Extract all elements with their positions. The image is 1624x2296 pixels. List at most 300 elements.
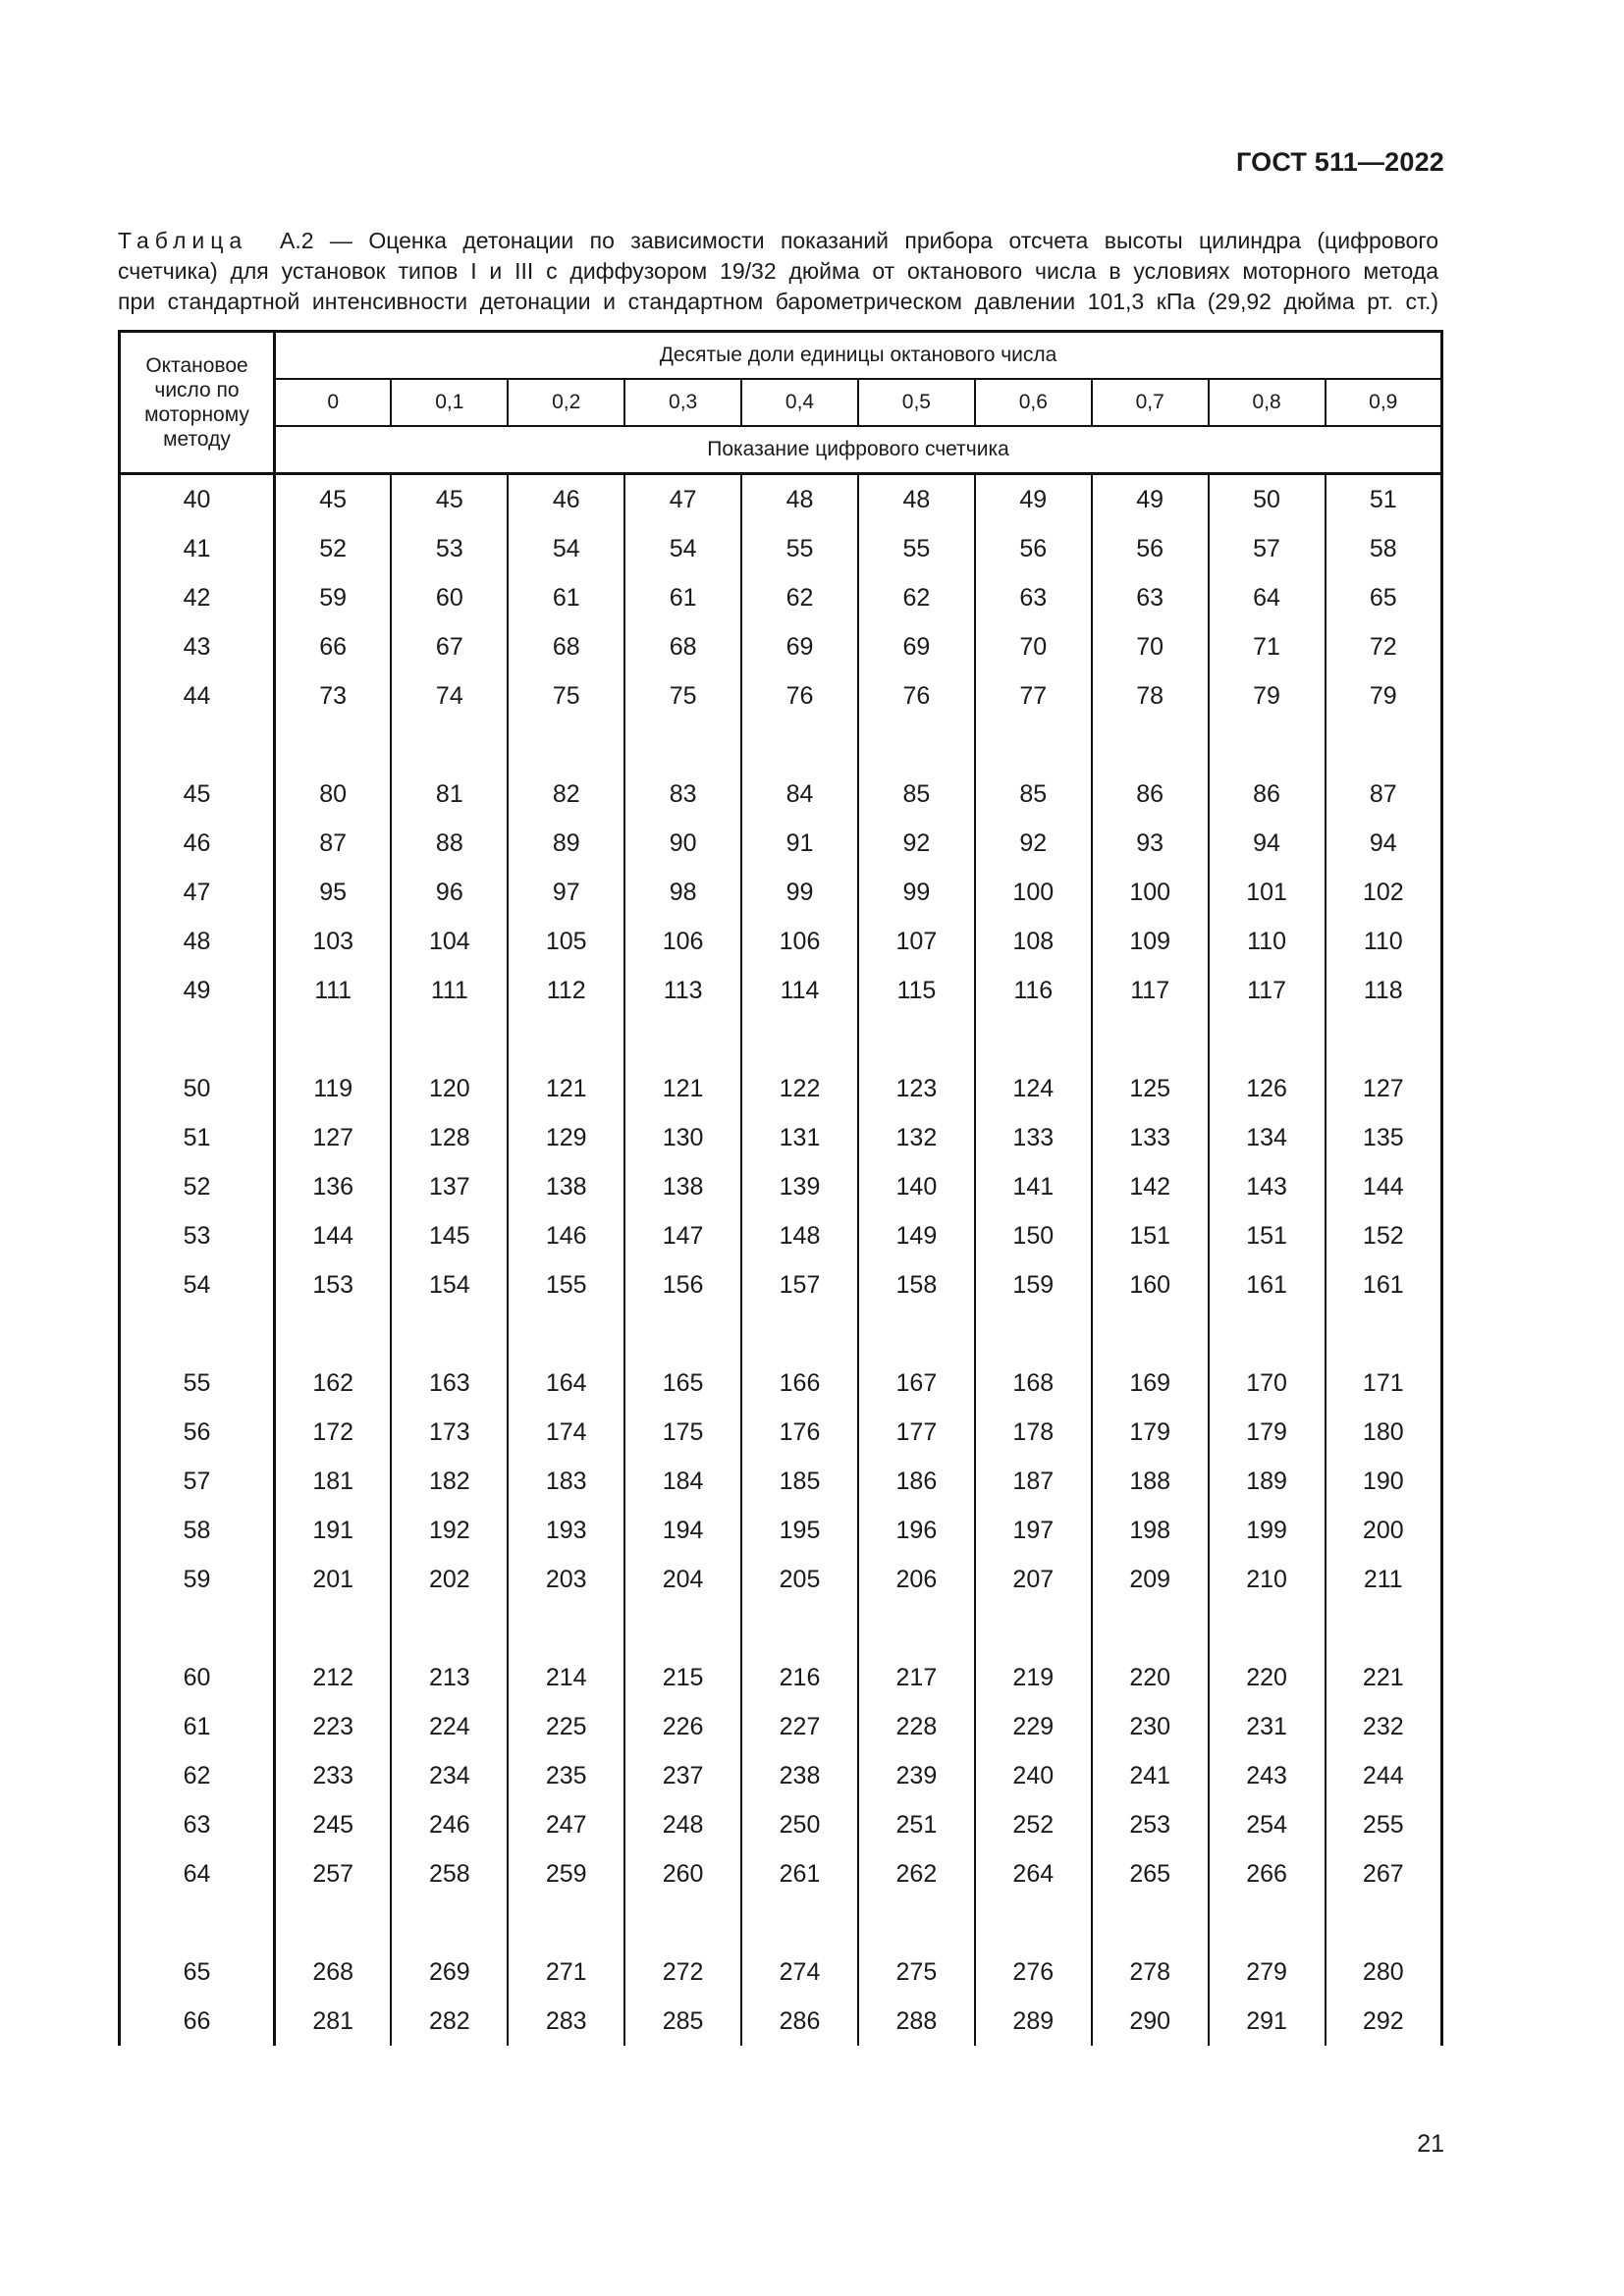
table-row: [120, 1211, 1442, 1260]
counter-reading-cell: 48: [741, 474, 858, 525]
counter-reading-cell: 276: [975, 1948, 1092, 1997]
counter-reading-cell: 77: [975, 671, 1092, 721]
counter-reading-cell: 127: [275, 1113, 392, 1162]
caption-text: А.2 — Оценка детонации по зависимости показаний прибора отсчета высоты цилиндра (цифрового: [280, 228, 1439, 253]
table-row: [120, 917, 1442, 966]
spacer-cell: [975, 721, 1092, 770]
counter-reading-cell: 85: [858, 770, 975, 819]
table-row: [120, 1260, 1442, 1309]
counter-reading-cell: 198: [1092, 1506, 1209, 1555]
spacer-cell: [1092, 721, 1209, 770]
tenths-header-row: [120, 379, 1442, 426]
counter-reading-cell: 117: [1092, 966, 1209, 1015]
counter-reading-cell: 55: [741, 524, 858, 573]
counter-reading-cell: 288: [858, 1997, 975, 2046]
counter-reading-cell: 210: [1209, 1555, 1326, 1604]
octane-cell: 55: [120, 1359, 275, 1408]
counter-reading-cell: 238: [741, 1751, 858, 1800]
counter-reading-cell: 52: [275, 524, 392, 573]
table-body: [120, 474, 1442, 2047]
counter-reading-cell: 254: [1209, 1800, 1326, 1849]
counter-reading-cell: 171: [1326, 1359, 1442, 1408]
sub-header: Показание цифрового счетчика: [275, 426, 1442, 474]
counter-reading-cell: 118: [1326, 966, 1442, 1015]
counter-reading-cell: 132: [858, 1113, 975, 1162]
tenth-header-cell: 0,6: [975, 379, 1092, 426]
counter-reading-cell: 104: [391, 917, 508, 966]
counter-reading-cell: 149: [858, 1211, 975, 1260]
counter-reading-cell: 107: [858, 917, 975, 966]
counter-reading-cell: 189: [1209, 1457, 1326, 1506]
counter-reading-cell: 60: [391, 573, 508, 622]
spacer-cell: [975, 1015, 1092, 1064]
counter-reading-cell: 163: [391, 1359, 508, 1408]
octane-cell: 50: [120, 1064, 275, 1113]
counter-reading-cell: 66: [275, 622, 392, 671]
counter-reading-cell: 179: [1092, 1408, 1209, 1457]
counter-reading-cell: 250: [741, 1800, 858, 1849]
counter-reading-cell: 72: [1326, 622, 1442, 671]
counter-reading-cell: 120: [391, 1064, 508, 1113]
spacer-cell: [741, 1898, 858, 1948]
octane-readings-table: [118, 330, 1443, 2046]
counter-reading-cell: 148: [741, 1211, 858, 1260]
counter-reading-cell: 166: [741, 1359, 858, 1408]
spacer-cell: [858, 1604, 975, 1653]
counter-reading-cell: 49: [975, 474, 1092, 525]
counter-reading-cell: 257: [275, 1849, 392, 1898]
octane-cell: 51: [120, 1113, 275, 1162]
table-row: [120, 524, 1442, 573]
counter-reading-cell: 73: [275, 671, 392, 721]
tenth-header-cell: 0,3: [624, 379, 741, 426]
counter-reading-cell: 111: [391, 966, 508, 1015]
tenth-header-cell: 0,4: [741, 379, 858, 426]
counter-reading-cell: 110: [1209, 917, 1326, 966]
counter-reading-cell: 111: [275, 966, 392, 1015]
counter-reading-cell: 251: [858, 1800, 975, 1849]
counter-reading-cell: 127: [1326, 1064, 1442, 1113]
counter-reading-cell: 221: [1326, 1653, 1442, 1702]
table-row: [120, 1113, 1442, 1162]
table-row: [120, 1751, 1442, 1800]
counter-reading-cell: 79: [1209, 671, 1326, 721]
counter-reading-cell: 92: [858, 819, 975, 868]
counter-reading-cell: 140: [858, 1162, 975, 1211]
spacer-row: [120, 1309, 1442, 1359]
counter-reading-cell: 146: [508, 1211, 624, 1260]
spacer-cell: [391, 1309, 508, 1359]
counter-reading-cell: 164: [508, 1359, 624, 1408]
counter-reading-cell: 178: [975, 1408, 1092, 1457]
counter-reading-cell: 216: [741, 1653, 858, 1702]
tenth-header-cell: 0,5: [858, 379, 975, 426]
counter-reading-cell: 186: [858, 1457, 975, 1506]
octane-cell: 42: [120, 573, 275, 622]
spacer-cell: [1326, 1015, 1442, 1064]
counter-reading-cell: 143: [1209, 1162, 1326, 1211]
counter-reading-cell: 177: [858, 1408, 975, 1457]
counter-reading-cell: 283: [508, 1997, 624, 2046]
counter-reading-cell: 133: [975, 1113, 1092, 1162]
counter-reading-cell: 233: [275, 1751, 392, 1800]
counter-reading-cell: 152: [1326, 1211, 1442, 1260]
counter-reading-cell: 63: [975, 573, 1092, 622]
spacer-cell: [741, 721, 858, 770]
counter-reading-cell: 205: [741, 1555, 858, 1604]
counter-reading-cell: 223: [275, 1702, 392, 1751]
spacer-cell: [1092, 1898, 1209, 1948]
table-row: [120, 770, 1442, 819]
spacer-cell: [975, 1898, 1092, 1948]
counter-reading-cell: 226: [624, 1702, 741, 1751]
counter-reading-cell: 78: [1092, 671, 1209, 721]
table-row: [120, 1849, 1442, 1898]
spacer-cell: [391, 1015, 508, 1064]
table-row: [120, 1162, 1442, 1211]
counter-reading-cell: 83: [624, 770, 741, 819]
counter-reading-cell: 137: [391, 1162, 508, 1211]
counter-reading-cell: 123: [858, 1064, 975, 1113]
counter-reading-cell: 173: [391, 1408, 508, 1457]
counter-reading-cell: 219: [975, 1653, 1092, 1702]
counter-reading-cell: 174: [508, 1408, 624, 1457]
counter-reading-cell: 241: [1092, 1751, 1209, 1800]
counter-reading-cell: 71: [1209, 622, 1326, 671]
counter-reading-cell: 209: [1092, 1555, 1209, 1604]
counter-reading-cell: 89: [508, 819, 624, 868]
counter-reading-cell: 265: [1092, 1849, 1209, 1898]
spacer-cell: [858, 1015, 975, 1064]
spacer-cell: [975, 1309, 1092, 1359]
octane-cell: 48: [120, 917, 275, 966]
counter-reading-cell: 70: [1092, 622, 1209, 671]
counter-reading-cell: 176: [741, 1408, 858, 1457]
counter-reading-cell: 225: [508, 1702, 624, 1751]
counter-reading-cell: 262: [858, 1849, 975, 1898]
counter-reading-cell: 103: [275, 917, 392, 966]
counter-reading-cell: 246: [391, 1800, 508, 1849]
counter-reading-cell: 193: [508, 1506, 624, 1555]
counter-reading-cell: 99: [741, 868, 858, 917]
octane-cell: 63: [120, 1800, 275, 1849]
spacer-cell: [1209, 1604, 1326, 1653]
counter-reading-cell: 131: [741, 1113, 858, 1162]
counter-reading-cell: 56: [1092, 524, 1209, 573]
counter-reading-cell: 75: [508, 671, 624, 721]
spacer-cell: [624, 721, 741, 770]
counter-reading-cell: 69: [858, 622, 975, 671]
spacer-row: [120, 1015, 1442, 1064]
counter-reading-cell: 125: [1092, 1064, 1209, 1113]
counter-reading-cell: 220: [1092, 1653, 1209, 1702]
counter-reading-cell: 202: [391, 1555, 508, 1604]
counter-reading-cell: 98: [624, 868, 741, 917]
table-row: [120, 573, 1442, 622]
counter-reading-cell: 267: [1326, 1849, 1442, 1898]
counter-reading-cell: 133: [1092, 1113, 1209, 1162]
counter-reading-cell: 183: [508, 1457, 624, 1506]
corner-header: Октановое число по моторному методу: [120, 332, 275, 474]
counter-reading-cell: 157: [741, 1260, 858, 1309]
spacer-row: [120, 1898, 1442, 1948]
counter-reading-cell: 190: [1326, 1457, 1442, 1506]
counter-reading-cell: 100: [1092, 868, 1209, 917]
table-row: [120, 868, 1442, 917]
counter-reading-cell: 214: [508, 1653, 624, 1702]
counter-reading-cell: 121: [624, 1064, 741, 1113]
table-row: [120, 1064, 1442, 1113]
counter-reading-cell: 87: [1326, 770, 1442, 819]
counter-reading-cell: 181: [275, 1457, 392, 1506]
counter-reading-cell: 108: [975, 917, 1092, 966]
octane-cell: 45: [120, 770, 275, 819]
tenth-header-cell: 0,8: [1209, 379, 1326, 426]
octane-cell: 49: [120, 966, 275, 1015]
octane-cell: 59: [120, 1555, 275, 1604]
counter-reading-cell: 243: [1209, 1751, 1326, 1800]
spacer-cell: [858, 1898, 975, 1948]
counter-reading-cell: 144: [1326, 1162, 1442, 1211]
counter-reading-cell: 169: [1092, 1359, 1209, 1408]
counter-reading-cell: 255: [1326, 1800, 1442, 1849]
counter-reading-cell: 172: [275, 1408, 392, 1457]
counter-reading-cell: 130: [624, 1113, 741, 1162]
spacer-cell: [1326, 1898, 1442, 1948]
counter-reading-cell: 196: [858, 1506, 975, 1555]
spacer-cell: [120, 1309, 275, 1359]
counter-reading-cell: 203: [508, 1555, 624, 1604]
counter-reading-cell: 59: [275, 573, 392, 622]
counter-reading-cell: 93: [1092, 819, 1209, 868]
tenth-header-cell: 0,2: [508, 379, 624, 426]
tenth-header-cell: 0: [275, 379, 392, 426]
counter-reading-cell: 63: [1092, 573, 1209, 622]
counter-reading-cell: 51: [1326, 474, 1442, 525]
counter-reading-cell: 92: [975, 819, 1092, 868]
counter-reading-cell: 54: [624, 524, 741, 573]
counter-reading-cell: 272: [624, 1948, 741, 1997]
counter-reading-cell: 188: [1092, 1457, 1209, 1506]
counter-reading-cell: 191: [275, 1506, 392, 1555]
counter-reading-cell: 248: [624, 1800, 741, 1849]
counter-reading-cell: 128: [391, 1113, 508, 1162]
spacer-row: [120, 1604, 1442, 1653]
table-row: [120, 1457, 1442, 1506]
counter-reading-cell: 53: [391, 524, 508, 573]
counter-reading-cell: 269: [391, 1948, 508, 1997]
counter-reading-cell: 119: [275, 1064, 392, 1113]
spacer-cell: [858, 1309, 975, 1359]
counter-reading-cell: 62: [858, 573, 975, 622]
spacer-cell: [508, 1309, 624, 1359]
counter-reading-cell: 150: [975, 1211, 1092, 1260]
counter-reading-cell: 165: [624, 1359, 741, 1408]
octane-cell: 57: [120, 1457, 275, 1506]
counter-reading-cell: 144: [275, 1211, 392, 1260]
counter-reading-cell: 280: [1326, 1948, 1442, 1997]
counter-reading-cell: 105: [508, 917, 624, 966]
counter-reading-cell: 199: [1209, 1506, 1326, 1555]
counter-reading-cell: 244: [1326, 1751, 1442, 1800]
counter-reading-cell: 79: [1326, 671, 1442, 721]
spacer-cell: [120, 721, 275, 770]
spacer-cell: [120, 1898, 275, 1948]
table-row: [120, 1948, 1442, 1997]
counter-reading-cell: 154: [391, 1260, 508, 1309]
counter-reading-cell: 84: [741, 770, 858, 819]
counter-reading-cell: 245: [275, 1800, 392, 1849]
counter-reading-cell: 91: [741, 819, 858, 868]
counter-reading-cell: 153: [275, 1260, 392, 1309]
counter-reading-cell: 268: [275, 1948, 392, 1997]
counter-reading-cell: 182: [391, 1457, 508, 1506]
counter-reading-cell: 220: [1209, 1653, 1326, 1702]
spacer-cell: [508, 721, 624, 770]
spacer-cell: [1209, 1898, 1326, 1948]
spacer-cell: [1209, 721, 1326, 770]
octane-cell: 54: [120, 1260, 275, 1309]
tenth-header-cell: 0,9: [1326, 379, 1442, 426]
counter-reading-cell: 207: [975, 1555, 1092, 1604]
counter-reading-cell: 212: [275, 1653, 392, 1702]
counter-reading-cell: 204: [624, 1555, 741, 1604]
table-row: [120, 1800, 1442, 1849]
spacer-cell: [391, 1604, 508, 1653]
spacer-row: [120, 721, 1442, 770]
spacer-cell: [275, 1898, 392, 1948]
counter-reading-cell: 151: [1209, 1211, 1326, 1260]
spacer-cell: [1209, 1309, 1326, 1359]
octane-cell: 41: [120, 524, 275, 573]
spacer-cell: [741, 1604, 858, 1653]
spacer-cell: [120, 1604, 275, 1653]
table-row: [120, 1555, 1442, 1604]
octane-cell: 43: [120, 622, 275, 671]
spacer-cell: [1209, 1015, 1326, 1064]
counter-reading-cell: 259: [508, 1849, 624, 1898]
counter-reading-cell: 85: [975, 770, 1092, 819]
counter-reading-cell: 114: [741, 966, 858, 1015]
octane-cell: 58: [120, 1506, 275, 1555]
counter-reading-cell: 291: [1209, 1997, 1326, 2046]
counter-reading-cell: 97: [508, 868, 624, 917]
caption-line: счетчика) для установок типов I и III с диффузором 19/32 дюйма от октанового числа в условиях моторного метода: [118, 258, 1438, 284]
counter-reading-cell: 230: [1092, 1702, 1209, 1751]
counter-reading-cell: 258: [391, 1849, 508, 1898]
counter-reading-cell: 279: [1209, 1948, 1326, 1997]
counter-reading-cell: 197: [975, 1506, 1092, 1555]
octane-cell: 46: [120, 819, 275, 868]
standard-designation: ГОСТ 511—2022: [1236, 147, 1444, 177]
counter-reading-cell: 194: [624, 1506, 741, 1555]
octane-cell: 53: [120, 1211, 275, 1260]
counter-reading-cell: 124: [975, 1064, 1092, 1113]
tenth-header-cell: 0,1: [391, 379, 508, 426]
spacer-cell: [508, 1604, 624, 1653]
counter-reading-cell: 96: [391, 868, 508, 917]
counter-reading-cell: 286: [741, 1997, 858, 2046]
counter-reading-cell: 224: [391, 1702, 508, 1751]
spacer-cell: [1092, 1604, 1209, 1653]
counter-reading-cell: 45: [391, 474, 508, 525]
spacer-cell: [1092, 1015, 1209, 1064]
tenth-header-cell: 0,7: [1092, 379, 1209, 426]
spacer-cell: [275, 1309, 392, 1359]
spacer-cell: [858, 721, 975, 770]
counter-reading-cell: 106: [741, 917, 858, 966]
table-row: [120, 1653, 1442, 1702]
counter-reading-cell: 160: [1092, 1260, 1209, 1309]
counter-reading-cell: 274: [741, 1948, 858, 1997]
counter-reading-cell: 261: [741, 1849, 858, 1898]
counter-reading-cell: 87: [275, 819, 392, 868]
counter-reading-cell: 112: [508, 966, 624, 1015]
counter-reading-cell: 48: [858, 474, 975, 525]
table-row: [120, 622, 1442, 671]
counter-reading-cell: 88: [391, 819, 508, 868]
octane-cell: 60: [120, 1653, 275, 1702]
spacer-cell: [120, 1015, 275, 1064]
counter-reading-cell: 200: [1326, 1506, 1442, 1555]
page-number: 21: [1417, 2130, 1444, 2158]
spacer-cell: [1326, 721, 1442, 770]
counter-reading-cell: 135: [1326, 1113, 1442, 1162]
counter-reading-cell: 90: [624, 819, 741, 868]
table-row: [120, 1997, 1442, 2046]
spacer-cell: [391, 721, 508, 770]
counter-reading-cell: 247: [508, 1800, 624, 1849]
octane-cell: 62: [120, 1751, 275, 1800]
counter-reading-cell: 260: [624, 1849, 741, 1898]
counter-reading-cell: 235: [508, 1751, 624, 1800]
octane-cell: 52: [120, 1162, 275, 1211]
table-row: [120, 671, 1442, 721]
spacer-cell: [741, 1309, 858, 1359]
counter-reading-cell: 81: [391, 770, 508, 819]
counter-reading-cell: 64: [1209, 573, 1326, 622]
counter-reading-cell: 86: [1209, 770, 1326, 819]
counter-reading-cell: 80: [275, 770, 392, 819]
counter-reading-cell: 278: [1092, 1948, 1209, 1997]
counter-reading-cell: 94: [1209, 819, 1326, 868]
counter-reading-cell: 285: [624, 1997, 741, 2046]
counter-reading-cell: 151: [1092, 1211, 1209, 1260]
counter-reading-cell: 227: [741, 1702, 858, 1751]
counter-reading-cell: 158: [858, 1260, 975, 1309]
counter-reading-cell: 86: [1092, 770, 1209, 819]
counter-reading-cell: 292: [1326, 1997, 1442, 2046]
counter-reading-cell: 266: [1209, 1849, 1326, 1898]
spacer-cell: [624, 1898, 741, 1948]
counter-reading-cell: 100: [975, 868, 1092, 917]
octane-cell: 40: [120, 474, 275, 525]
counter-reading-cell: 185: [741, 1457, 858, 1506]
counter-reading-cell: 113: [624, 966, 741, 1015]
counter-reading-cell: 184: [624, 1457, 741, 1506]
counter-reading-cell: 170: [1209, 1359, 1326, 1408]
counter-reading-cell: 57: [1209, 524, 1326, 573]
counter-reading-cell: 121: [508, 1064, 624, 1113]
counter-reading-cell: 240: [975, 1751, 1092, 1800]
counter-reading-cell: 234: [391, 1751, 508, 1800]
counter-reading-cell: 239: [858, 1751, 975, 1800]
counter-reading-cell: 161: [1209, 1260, 1326, 1309]
counter-reading-cell: 49: [1092, 474, 1209, 525]
counter-reading-cell: 76: [858, 671, 975, 721]
octane-cell: 47: [120, 868, 275, 917]
caption-label: Таблица: [118, 228, 248, 253]
